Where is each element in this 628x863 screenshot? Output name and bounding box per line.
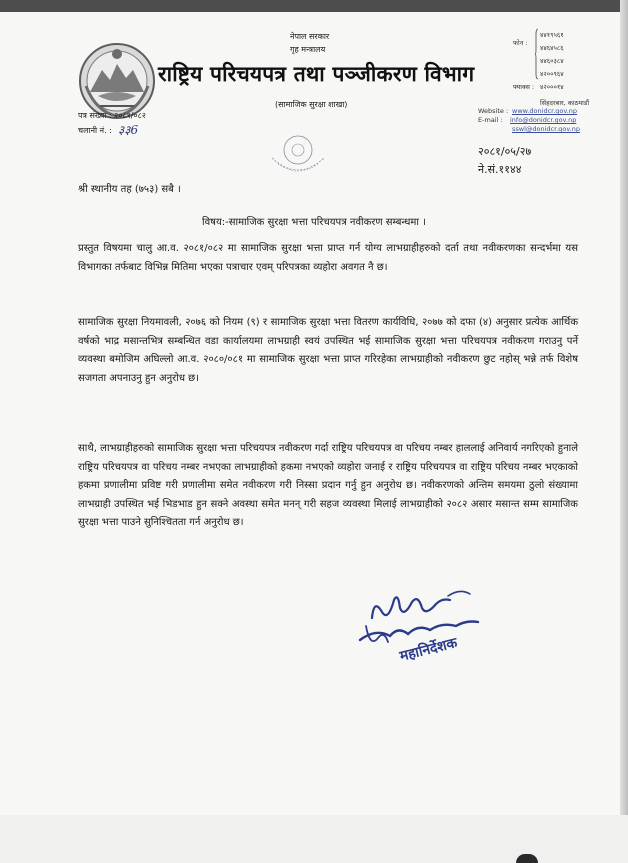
website-label: Website : [478, 107, 509, 115]
office-stamp-icon [268, 134, 328, 180]
letter-date: २०८१/०५/२७ [478, 145, 532, 158]
nepal-samvat-date: ने.सं.११४४ [478, 163, 522, 176]
phone-label: फोन : [513, 39, 528, 47]
fax-number: ४२०००१४ [540, 83, 564, 91]
website-link[interactable]: www.donidcr.gov.np [512, 107, 578, 115]
phone-3: ४४६०३८४ [540, 57, 564, 65]
scan-top-edge [0, 0, 628, 12]
letter-number: पत्र संख्या : २०८१/०८२ [78, 111, 146, 120]
phone-brace-icon [535, 28, 539, 80]
scan-right-edge [620, 0, 628, 863]
section-name: (सामाजिक सुरक्षा शाखा) [275, 100, 348, 109]
email-label: E-mail : [478, 116, 503, 124]
paragraph-3: साथै, लाभग्राहीहरुको सामाजिक सुरक्षा भत्ता परिचयपत्र नवीकरण गर्दा राष्ट्रिय परिचयपत्र वा परिचय नम्बर हाललाई अनिवार्य नगरिएको हुनाले राष्ट्रिय परिचयपत्र वा परिचय नम्बर नभएका लाभग्राहीको हकमा नभएको व्यहोरा जनाई र राष्ट्रिय परिचयपत्र वा राष्ट्रिय परिचय नम्बर भएकाको हकमा प्रणालीमा प्रविष्ट गरी प्रणालीमा समेत नवीकरण गरी निस्सा प्रदान गर्नु हुन अनुरोध छ। नवीकरणको अन्तिम समयमा ठुलो संख्यामा लाभग्राही उपस्थित भई भिडभाड हुन सक्ने अवस्था समेत मनन् गरी सहज व्यवस्था मिलाई लाभग्राहीको २०८२ असार मसान्त सम्म सामाजिक सुरक्षा भत्ता पाउने सुनिश्चितता गर्न अनुरोध छ। [78, 443, 578, 528]
email-link-1[interactable]: info@donidcr.gov.np [510, 116, 577, 124]
dispatch-label: चलानी नं. : [78, 126, 112, 135]
phone-1: ४४१९५६१ [540, 31, 564, 39]
department-title: राष्ट्रिय परिचयपत्र तथा पञ्जीकरण विभाग [158, 62, 475, 86]
government-line: नेपाल सरकार [290, 32, 330, 41]
fax-label: फ्याक्स : [513, 83, 535, 91]
signatory-title: महानिर्देशक [398, 635, 459, 665]
subject-line: विषय:-सामाजिक सुरक्षा भत्ता परिचयपत्र नवीकरण सम्बन्धमा । [202, 217, 426, 228]
paragraph-1: प्रस्तुत विषयमा चालु आ.व. २०८१/०८२ मा सामाजिक सुरक्षा भत्ता प्राप्त गर्न योग्य लाभग्राहीहरुको दर्ता तथा नवीकरणका सन्दर्भमा यस विभागका तर्फबाट विभिन्न मितिमा भएका पत्राचार एवम् परिपत्रका व्यहोरा अवगत नै छ। [78, 243, 578, 273]
addressee: श्री स्थानीय तह (७५३) सबै । [78, 184, 181, 195]
scan-corner-mark [516, 854, 538, 863]
dispatch-number: ३३6 [118, 123, 139, 137]
email-link-2[interactable]: sswl@donidcr.gov.np [512, 125, 581, 133]
phone-4: ४२००९६४ [540, 70, 564, 78]
city-line: सिंहदरबार, काठमाडौं [540, 99, 590, 107]
paragraph-2: सामाजिक सुरक्षा नियमावली, २०७६ को नियम (९) र सामाजिक सुरक्षा भत्ता वितरण कार्यविधि, २०७७ को दफा (४) अनुसार प्रत्येक आर्थिक वर्षको भाद्र मसान्तभित्र सम्बन्धित वडा कार्यालयमा लाभग्राही स्वयं उपस्थित भई सामाजिक सुरक्षा भत्ता परिचयपत्र नवीकरण गराउनु पर्ने व्यवस्था बमोजिम अघिल्लो आ.व. २०८०/०८१ मा सामाजिक सुरक्षा भत्ता प्राप्त गरिरहेका लाभग्राहीको नवीकरण छुट नहोस् भन्ने तर्फ विशेष सजगता अपनाउनु हुन अनुरोध छ। [78, 317, 578, 384]
phone-2: ४४६४५८६ [540, 44, 564, 52]
ministry-line: गृह मन्त्रालय [290, 45, 326, 54]
